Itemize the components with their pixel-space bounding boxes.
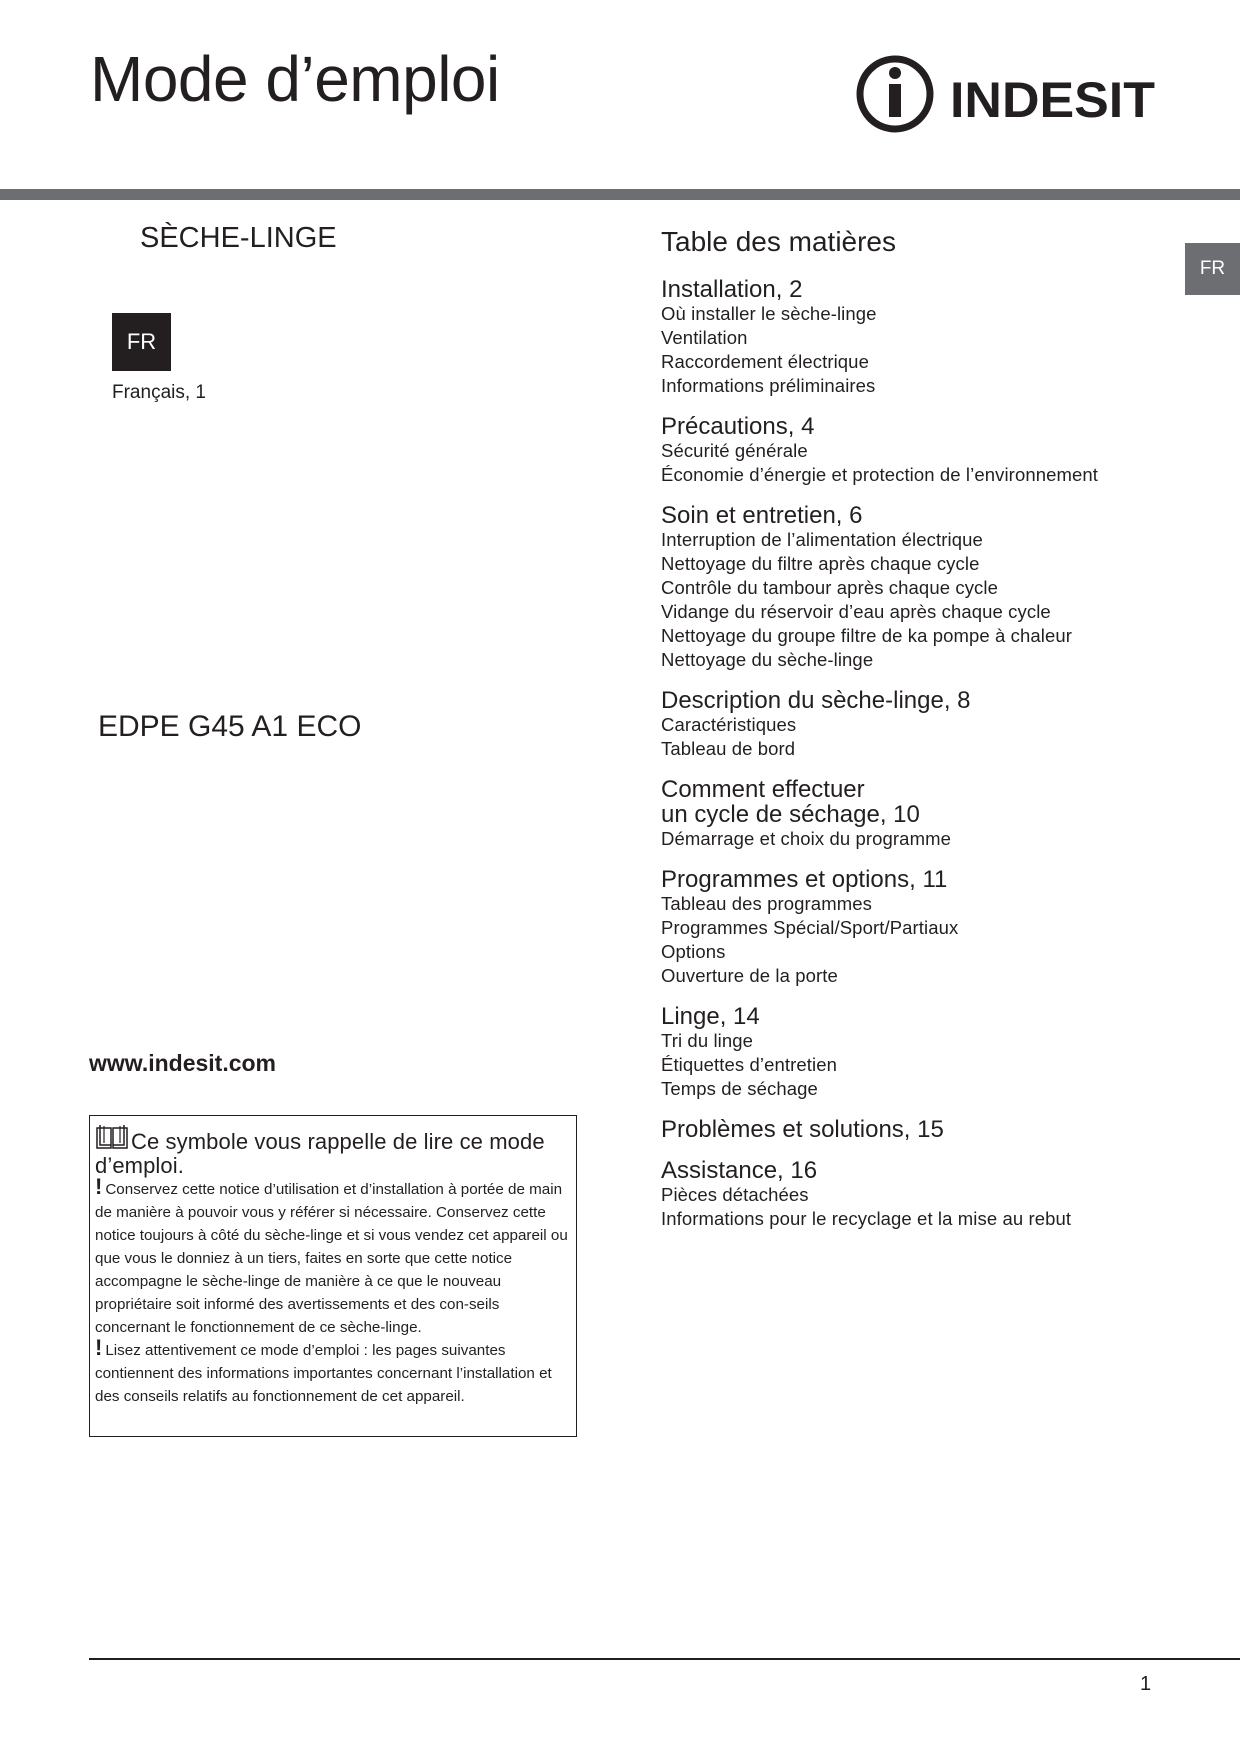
toc-section <box>661 414 1231 487</box>
header-divider <box>0 189 1240 200</box>
toc-section-title: Programmes et options, 11 <box>661 866 948 893</box>
notice-heading: Ce symbole vous rappelle de lire ce mode d’emploi. <box>95 1129 545 1178</box>
toc-section-title: Problèmes et solutions, 15 <box>661 1116 944 1143</box>
toc-item: Économie d’énergie et protection de l’environnement <box>661 464 1099 485</box>
indesit-logo-icon <box>855 55 1155 135</box>
toc-item: Options <box>661 941 726 962</box>
page-title: Mode d’emploi <box>90 43 500 115</box>
language-side-tab: FR <box>1185 243 1240 295</box>
book-icon <box>95 1123 129 1151</box>
warning-mark: ! <box>95 1335 103 1360</box>
toc-item: Pièces détachées <box>661 1184 809 1205</box>
notice-text-2: Lisez attentivement ce mode d’emploi : les pages suivantes contiennent des informations importantes concernant l’installation et des conseils relatifs au fonctionnement de cet appareil. <box>95 1342 552 1405</box>
product-category: SÈCHE-LINGE <box>140 222 337 254</box>
warning-mark: ! <box>95 1174 103 1199</box>
toc-section-title: Description du sèche-linge, 8 <box>661 687 971 714</box>
toc-section <box>661 867 1231 988</box>
toc-item: Caractéristiques <box>661 714 797 735</box>
toc-item: Informations pour le recyclage et la mise au rebut <box>661 1208 1072 1229</box>
brand-name: INDESIT <box>950 72 1155 128</box>
toc-section <box>661 777 1231 851</box>
brand-logo <box>855 55 1155 135</box>
footer-divider <box>89 1658 1240 1660</box>
toc-item: Raccordement électrique <box>661 351 869 372</box>
notice-box <box>89 1115 577 1437</box>
language-page-ref: Français, 1 <box>112 382 206 403</box>
toc-item: Temps de séchage <box>661 1078 818 1099</box>
table-of-contents <box>661 226 1231 1247</box>
toc-item: Nettoyage du sèche-linge <box>661 649 874 670</box>
toc-item: Démarrage et choix du programme <box>661 828 951 849</box>
toc-item: Tri du linge <box>661 1030 754 1051</box>
language-badge: FR <box>112 313 171 371</box>
toc-item: Sécurité générale <box>661 440 808 461</box>
toc-item: Programmes Spécial/Sport/Partiaux <box>661 917 959 938</box>
toc-section-title: Précautions, 4 <box>661 413 815 440</box>
toc-item: Tableau de bord <box>661 738 796 759</box>
toc-item: Nettoyage du filtre après chaque cycle <box>661 553 980 574</box>
toc-section <box>661 1004 1231 1101</box>
notice-heading-row <box>95 1123 568 1178</box>
toc-section <box>661 688 1231 761</box>
toc-section-title: Soin et entretien, 6 <box>661 502 863 529</box>
toc-section-title: Linge, 14 <box>661 1003 760 1030</box>
toc-section <box>661 1117 1231 1142</box>
notice-paragraph-2 <box>95 1335 568 1408</box>
toc-section-title: Comment effectuer <box>661 776 865 803</box>
toc-section <box>661 1158 1231 1231</box>
notice-paragraph-1 <box>95 1174 568 1339</box>
notice-text-1: Conservez cette notice d’utilisation et d’installation à portée de main de manière à pouvoir vous y référer si nécessaire. Conservez cette notice toujours à côté du sèche-linge et si vous vendez cet appareil ou que vous le donniez à un tiers, faites en sorte que cette notice accompagne le sèche-linge de manière à ce que le nouveau propriétaire soit informé des avertissements et des con-seils concernant le fonctionnement de ce sèche-linge. <box>95 1181 568 1336</box>
toc-section-title-line2: un cycle de séchage, 10 <box>661 801 920 828</box>
toc-item: Tableau des programmes <box>661 893 872 914</box>
toc-item: Ventilation <box>661 327 748 348</box>
toc-title: Table des matières <box>661 226 897 257</box>
toc-section <box>661 503 1231 672</box>
toc-item: Ouverture de la porte <box>661 965 838 986</box>
toc-item: Nettoyage du groupe filtre de ka pompe à chaleur <box>661 625 1073 646</box>
toc-section-title: Assistance, 16 <box>661 1157 818 1184</box>
toc-item: Interruption de l’alimentation électrique <box>661 529 983 550</box>
toc-section-title: Installation, 2 <box>661 276 803 303</box>
toc-item: Informations préliminaires <box>661 375 876 396</box>
toc-item: Étiquettes d’entretien <box>661 1054 838 1075</box>
toc-item: Vidange du réservoir d’eau après chaque cycle <box>661 601 1051 622</box>
page-number: 1 <box>1140 1673 1152 1695</box>
toc-section <box>661 277 1231 398</box>
toc-item: Où installer le sèche-linge <box>661 303 877 324</box>
toc-item: Contrôle du tambour après chaque cycle <box>661 577 998 598</box>
model-number: EDPE G45 A1 ECO <box>98 710 362 743</box>
website-link[interactable]: www.indesit.com <box>89 1050 277 1076</box>
